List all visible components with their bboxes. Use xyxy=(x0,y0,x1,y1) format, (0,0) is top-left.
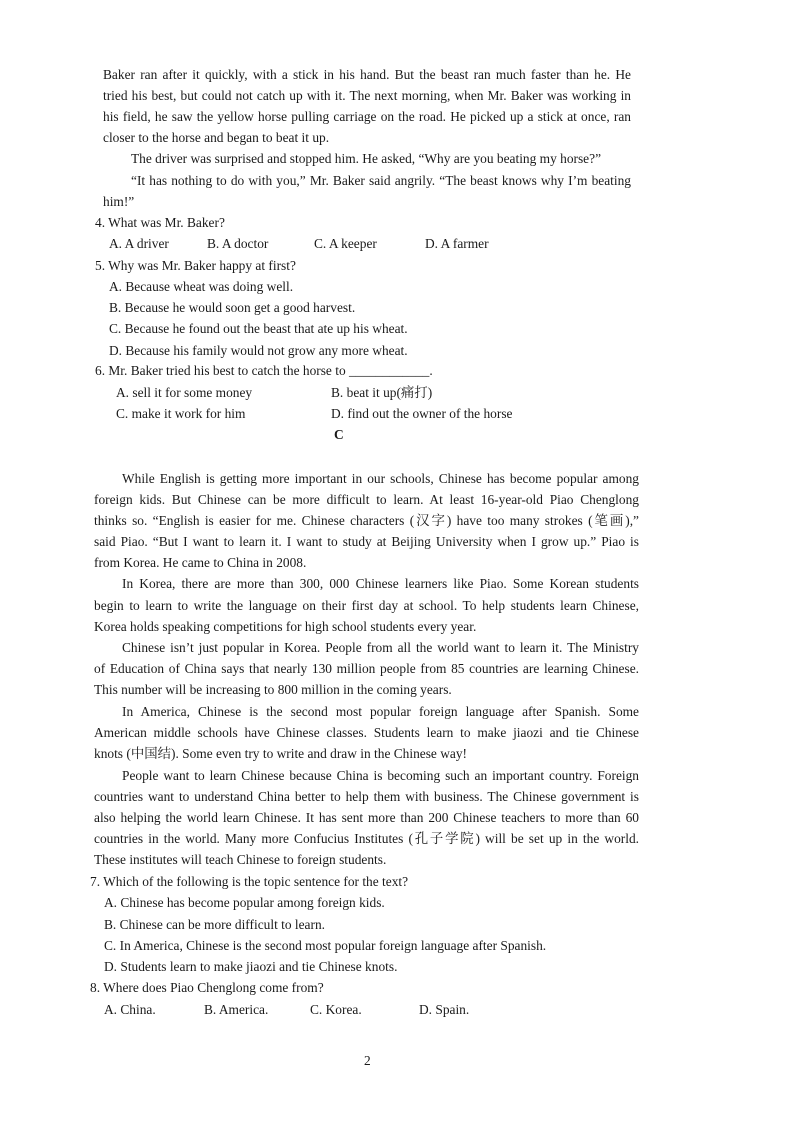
passage-c-line: These institutes will teach Chinese to foreign students. xyxy=(94,852,387,867)
passage-b-line: him!” xyxy=(103,194,135,209)
question-7-option-b: B. Chinese can be more difficult to learn. xyxy=(104,917,326,932)
passage-c-line: While English is getting more important in our schools, Chinese has become popular among xyxy=(122,471,639,486)
section-c-heading: C xyxy=(334,427,344,442)
question-6-option-c: C. make it work for him xyxy=(116,406,246,421)
passage-c-line: from Korea. He came to China in 2008. xyxy=(94,555,307,570)
passage-b-line: tried his best, but could not catch up with it. The next morning, when Mr. Baker was working in xyxy=(103,88,631,103)
passage-c-line: foreign kids. But Chinese can be more difficult to learn. At least 16-year-old Piao Chenglong xyxy=(94,492,639,507)
passage-c-line: American middle schools have Chinese classes. Students learn to make jiaozi and tie Chinese xyxy=(94,725,639,740)
question-8-option-d: D. Spain. xyxy=(419,1002,470,1017)
question-5-option-d: D. Because his family would not grow any more wheat. xyxy=(109,343,408,358)
question-7-stem: 7. Which of the following is the topic sentence for the text? xyxy=(90,874,409,889)
passage-c-line: Chinese isn’t just popular in Korea. People from all the world want to learn it. The Ministry xyxy=(122,640,639,655)
question-5-option-b: B. Because he would soon get a good harvest. xyxy=(109,300,356,315)
passage-c-line: Korea holds speaking competitions for high school students every year. xyxy=(94,619,477,634)
passage-c-line: In America, Chinese is the second most popular foreign language after Spanish. Some xyxy=(122,704,639,719)
question-4-option-a: A. A driver xyxy=(109,236,169,251)
question-8-option-b: B. America. xyxy=(204,1002,269,1017)
question-8-option-c: C. Korea. xyxy=(310,1002,362,1017)
passage-b-line: “It has nothing to do with you,” Mr. Baker said angrily. “The beast knows why I’m beating xyxy=(131,173,631,188)
passage-c-line: begin to learn to write the language on their first day at school. To help students learn Chinese, xyxy=(94,598,639,613)
question-6-option-d: D. find out the owner of the horse xyxy=(331,406,513,421)
question-6-stem: 6. Mr. Baker tried his best to catch the horse to ____________. xyxy=(95,363,433,378)
question-5-option-c: C. Because he found out the beast that ate up his wheat. xyxy=(109,321,408,336)
passage-b-line: Baker ran after it quickly, with a stick in his hand. But the beast ran much faster than he. He xyxy=(103,67,631,82)
question-5-stem: 5. Why was Mr. Baker happy at first? xyxy=(95,258,296,273)
question-8-stem: 8. Where does Piao Chenglong come from? xyxy=(90,980,324,995)
question-7-option-d: D. Students learn to make jiaozi and tie Chinese knots. xyxy=(104,959,398,974)
question-4-option-d: D. A farmer xyxy=(425,236,489,251)
question-7-option-c: C. In America, Chinese is the second most popular foreign language after Spanish. xyxy=(104,938,547,953)
passage-c-line: countries want to understand China better to help them with business. The Chinese government is xyxy=(94,789,639,804)
passage-c-line: also helping the world learn Chinese. It has sent more than 200 Chinese teachers to more than 60 xyxy=(94,810,639,825)
passage-b-line: his field, he saw the yellow horse pulling carriage on the road. He picked up a stick at once, ran xyxy=(103,109,631,124)
page-number: 2 xyxy=(364,1053,371,1068)
question-5-option-a: A. Because wheat was doing well. xyxy=(109,279,294,294)
passage-c-line: In Korea, there are more than 300, 000 Chinese learners like Piao. Some Korean students xyxy=(122,576,639,591)
passage-c-line: of Education of China says that nearly 130 million people from 85 countries are learning Chinese. xyxy=(94,661,639,676)
passage-c-line: People want to learn Chinese because China is becoming such an important country. Foreign xyxy=(122,768,639,783)
question-4-option-c: C. A keeper xyxy=(314,236,377,251)
question-8-option-a: A. China. xyxy=(104,1002,156,1017)
passage-b-line: The driver was surprised and stopped him. He asked, “Why are you beating my horse?” xyxy=(131,151,602,166)
passage-c-line: said Piao. “But I want to learn it. I want to study at Beijing University when I grow up.” Piao is xyxy=(94,534,639,549)
question-6-option-a: A. sell it for some money xyxy=(116,385,253,400)
question-4-stem: 4. What was Mr. Baker? xyxy=(95,215,225,230)
passage-c-line: This number will be increasing to 800 million in the coming years. xyxy=(94,682,452,697)
passage-c-line: countries in the world. Many more Confucius Institutes (孔子学院) will be set up in the world. xyxy=(94,831,639,846)
passage-c-line: knots (中国结). Some even try to write and draw in the Chinese way! xyxy=(94,746,467,761)
passage-c-line: thinks so. “English is easier for me. Chinese characters (汉字) have too many strokes (笔画),” xyxy=(94,513,639,528)
question-7-option-a: A. Chinese has become popular among foreign kids. xyxy=(104,895,385,910)
question-6-option-b: B. beat it up(痛打) xyxy=(331,385,433,400)
passage-b-line: closer to the horse and began to beat it up. xyxy=(103,130,330,145)
question-4-option-b: B. A doctor xyxy=(207,236,269,251)
